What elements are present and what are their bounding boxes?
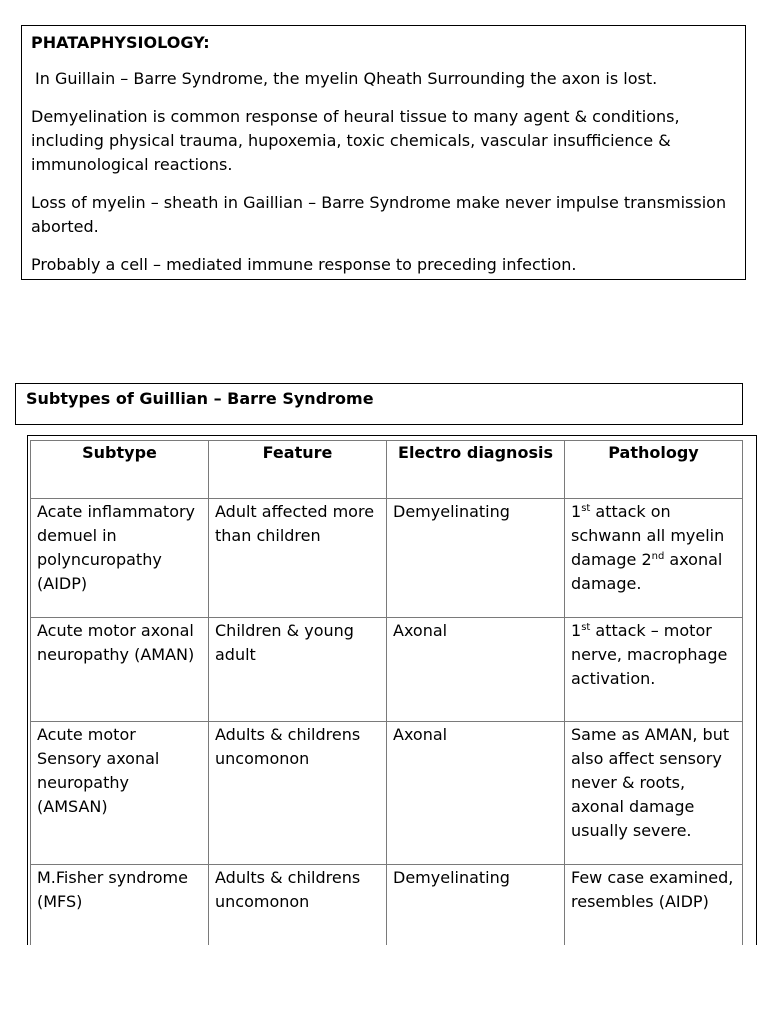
pathology-text: attack on schwann all myelin damage (571, 502, 725, 569)
header-feature: Feature (209, 441, 387, 499)
pathology-text: 1 (571, 621, 582, 640)
cell-pathology (565, 499, 743, 618)
header-pathology: Pathology (565, 441, 743, 499)
cell-electro: Axonal (387, 722, 565, 865)
pathophysiology-paragraph-4: Probably a cell – mediated immune response to preceding infection. (31, 255, 577, 274)
header-electro-diagnosis: Electro diagnosis (387, 441, 565, 499)
subtypes-table-frame (27, 435, 757, 945)
table-row (31, 499, 743, 618)
cell-pathology: Few case examined, resembles (AIDP) (565, 865, 743, 945)
cell-electro: Demyelinating (387, 865, 565, 945)
pathology-text: attack – motor nerve, macrophage activation. (571, 621, 728, 688)
table-row (31, 722, 743, 865)
pathology-superscript: nd (651, 551, 665, 562)
cell-subtype: Acute motor Sensory axonal neuropathy (AMSAN) (31, 722, 209, 865)
cell-feature: Adult affected more than children (209, 499, 387, 618)
subtypes-table (30, 440, 743, 945)
pathophysiology-title: PHATAPHYSIOLOGY: (31, 33, 210, 52)
table-row (31, 865, 743, 945)
cell-pathology: Same as AMAN, but also affect sensory never & roots, axonal damage usually severe. (565, 722, 743, 865)
cell-electro: Demyelinating (387, 499, 565, 618)
cell-electro: Axonal (387, 618, 565, 722)
subtypes-title: Subtypes of Guillian – Barre Syndrome (26, 389, 374, 408)
pathophysiology-box (21, 25, 746, 280)
table-header-row (31, 441, 743, 499)
cell-pathology (565, 618, 743, 722)
cell-feature: Adults & childrens uncomonon (209, 865, 387, 945)
pathology-text: 2 (641, 550, 652, 569)
pathology-superscript: st (581, 503, 591, 514)
cell-subtype: M.Fisher syndrome (MFS) (31, 865, 209, 945)
pathology-superscript: st (581, 622, 591, 633)
pathology-text: axonal damage. (571, 550, 723, 593)
header-subtype: Subtype (31, 441, 209, 499)
pathophysiology-paragraph-1: In Guillain – Barre Syndrome, the myelin Qheath Surrounding the axon is lost. (35, 69, 658, 88)
cell-feature: Adults & childrens uncomonon (209, 722, 387, 865)
subtypes-title-box (15, 383, 743, 425)
cell-subtype: Acate inflammatory demuel in polyncuropathy (AIDP) (31, 499, 209, 618)
pathophysiology-paragraph-2: Demyelination is common response of heural tissue to many agent & conditions, including physical trauma, hupoxemia, toxic chemicals, vascular insufficience & immunological reactions. (31, 107, 680, 174)
cell-subtype: Acute motor axonal neuropathy (AMAN) (31, 618, 209, 722)
table-row (31, 618, 743, 722)
pathophysiology-paragraph-3: Loss of myelin – sheath in Gaillian – Barre Syndrome make never impulse transmission aborted. (31, 193, 727, 236)
cell-feature: Children & young adult (209, 618, 387, 722)
pathology-text: 1 (571, 502, 582, 521)
